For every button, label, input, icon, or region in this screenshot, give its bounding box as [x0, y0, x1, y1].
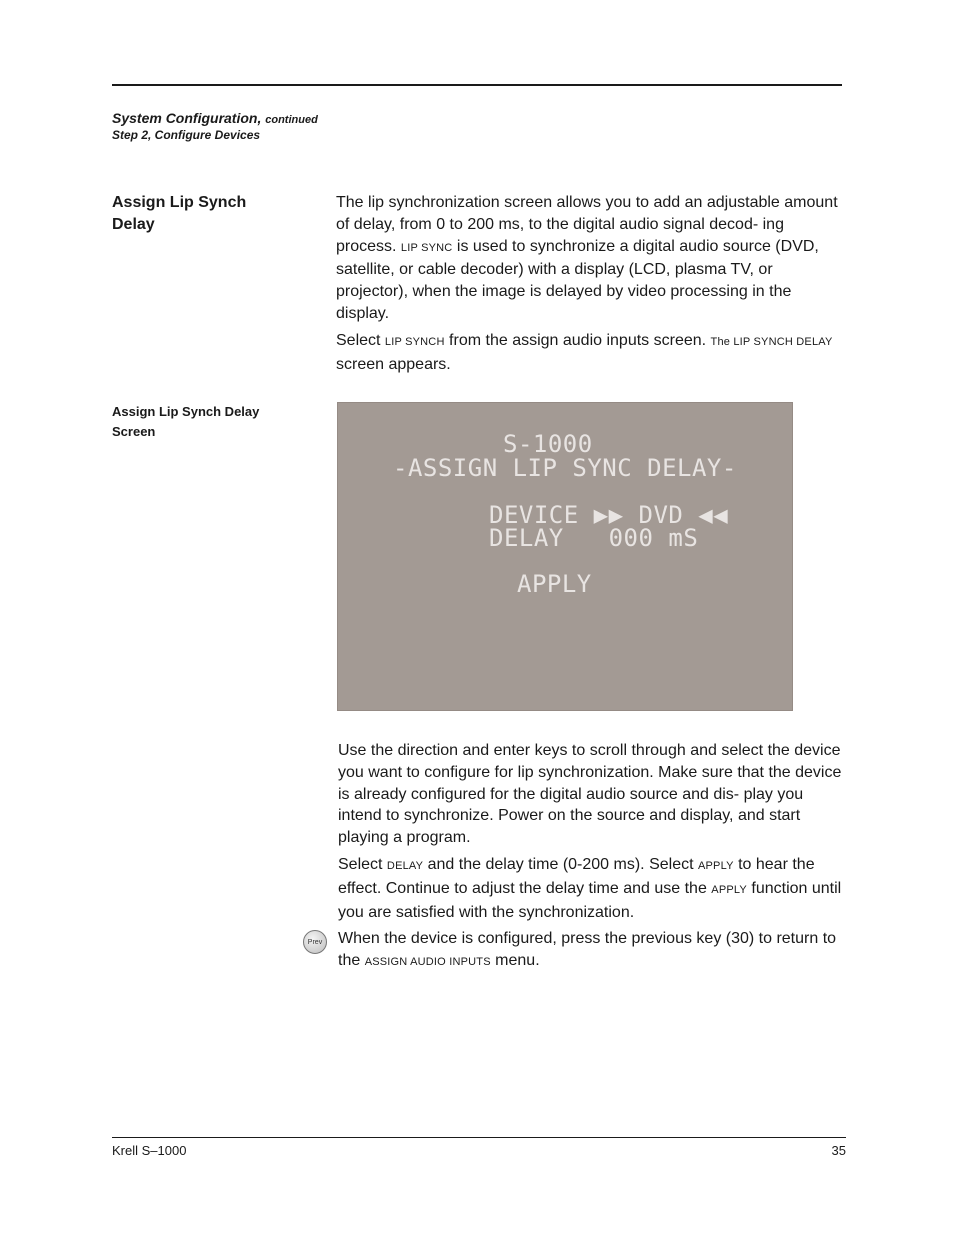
section-title: System Configuration, [112, 110, 262, 126]
screen-device-row: DEVICE ▶▶ DVD ◀◀ [489, 501, 729, 529]
step-label: Step 2, Configure Devices [112, 128, 261, 142]
prev-key-icon: Prev [303, 930, 327, 954]
intro-paragraph-1: The lip synchronization screen allows you to add an adjustable amount of delay, from 0 to 200 ms, to the digital audio signal decod- ing process. LIP SYNC is used to synchronize a digital audio source (DVD, satellite, or cable decoder) with a display (LCD, plasma TV, or projector), when the image is delayed by video processing in the display. [336, 194, 838, 322]
screen-apply: APPLY [517, 570, 592, 598]
instructions-paragraph-1: Use the direction and enter keys to scroll through and select the device you want to configure for lip synchronization. Make sure that the device is already configured for the digital audio source and dis- play you intend to synchronize. Power on the source and display, and start playing a program. [338, 742, 842, 847]
continued-label: continued [265, 114, 318, 126]
figure-caption: Assign Lip Synch Delay Screen [112, 404, 260, 439]
screen-delay-row: DELAY 000 mS [489, 524, 699, 552]
instructions-paragraph-3: When the device is configured, press the previous key (30) to return to the ASSIGN AUDIO INPUTS menu. [338, 930, 837, 970]
footer-product: Krell S–1000 [112, 1143, 187, 1158]
intro-text [336, 192, 846, 380]
intro-paragraph-2: Select LIP SYNCH from the assign audio inputs screen. The LIP SYNCH DELAY screen appears. [336, 331, 833, 373]
screen-model: S-1000 [503, 430, 593, 458]
screen-title: -ASSIGN LIP SYNC DELAY- [393, 454, 737, 482]
running-header [112, 110, 318, 142]
footer-rule [112, 1137, 846, 1138]
lip-sync-delay-screen [337, 402, 793, 711]
section-heading: Assign Lip Synch Delay [112, 194, 247, 233]
instructions-paragraph-2: Select DELAY and the delay time (0-200 ms). Select APPLY to hear the effect. Continue to adjust the delay time and use the APPLY function until you are satisfied with the synchronization. [338, 855, 842, 921]
header-rule [112, 84, 842, 86]
page-number: 35 [831, 1143, 846, 1158]
instructions-text [338, 740, 848, 979]
